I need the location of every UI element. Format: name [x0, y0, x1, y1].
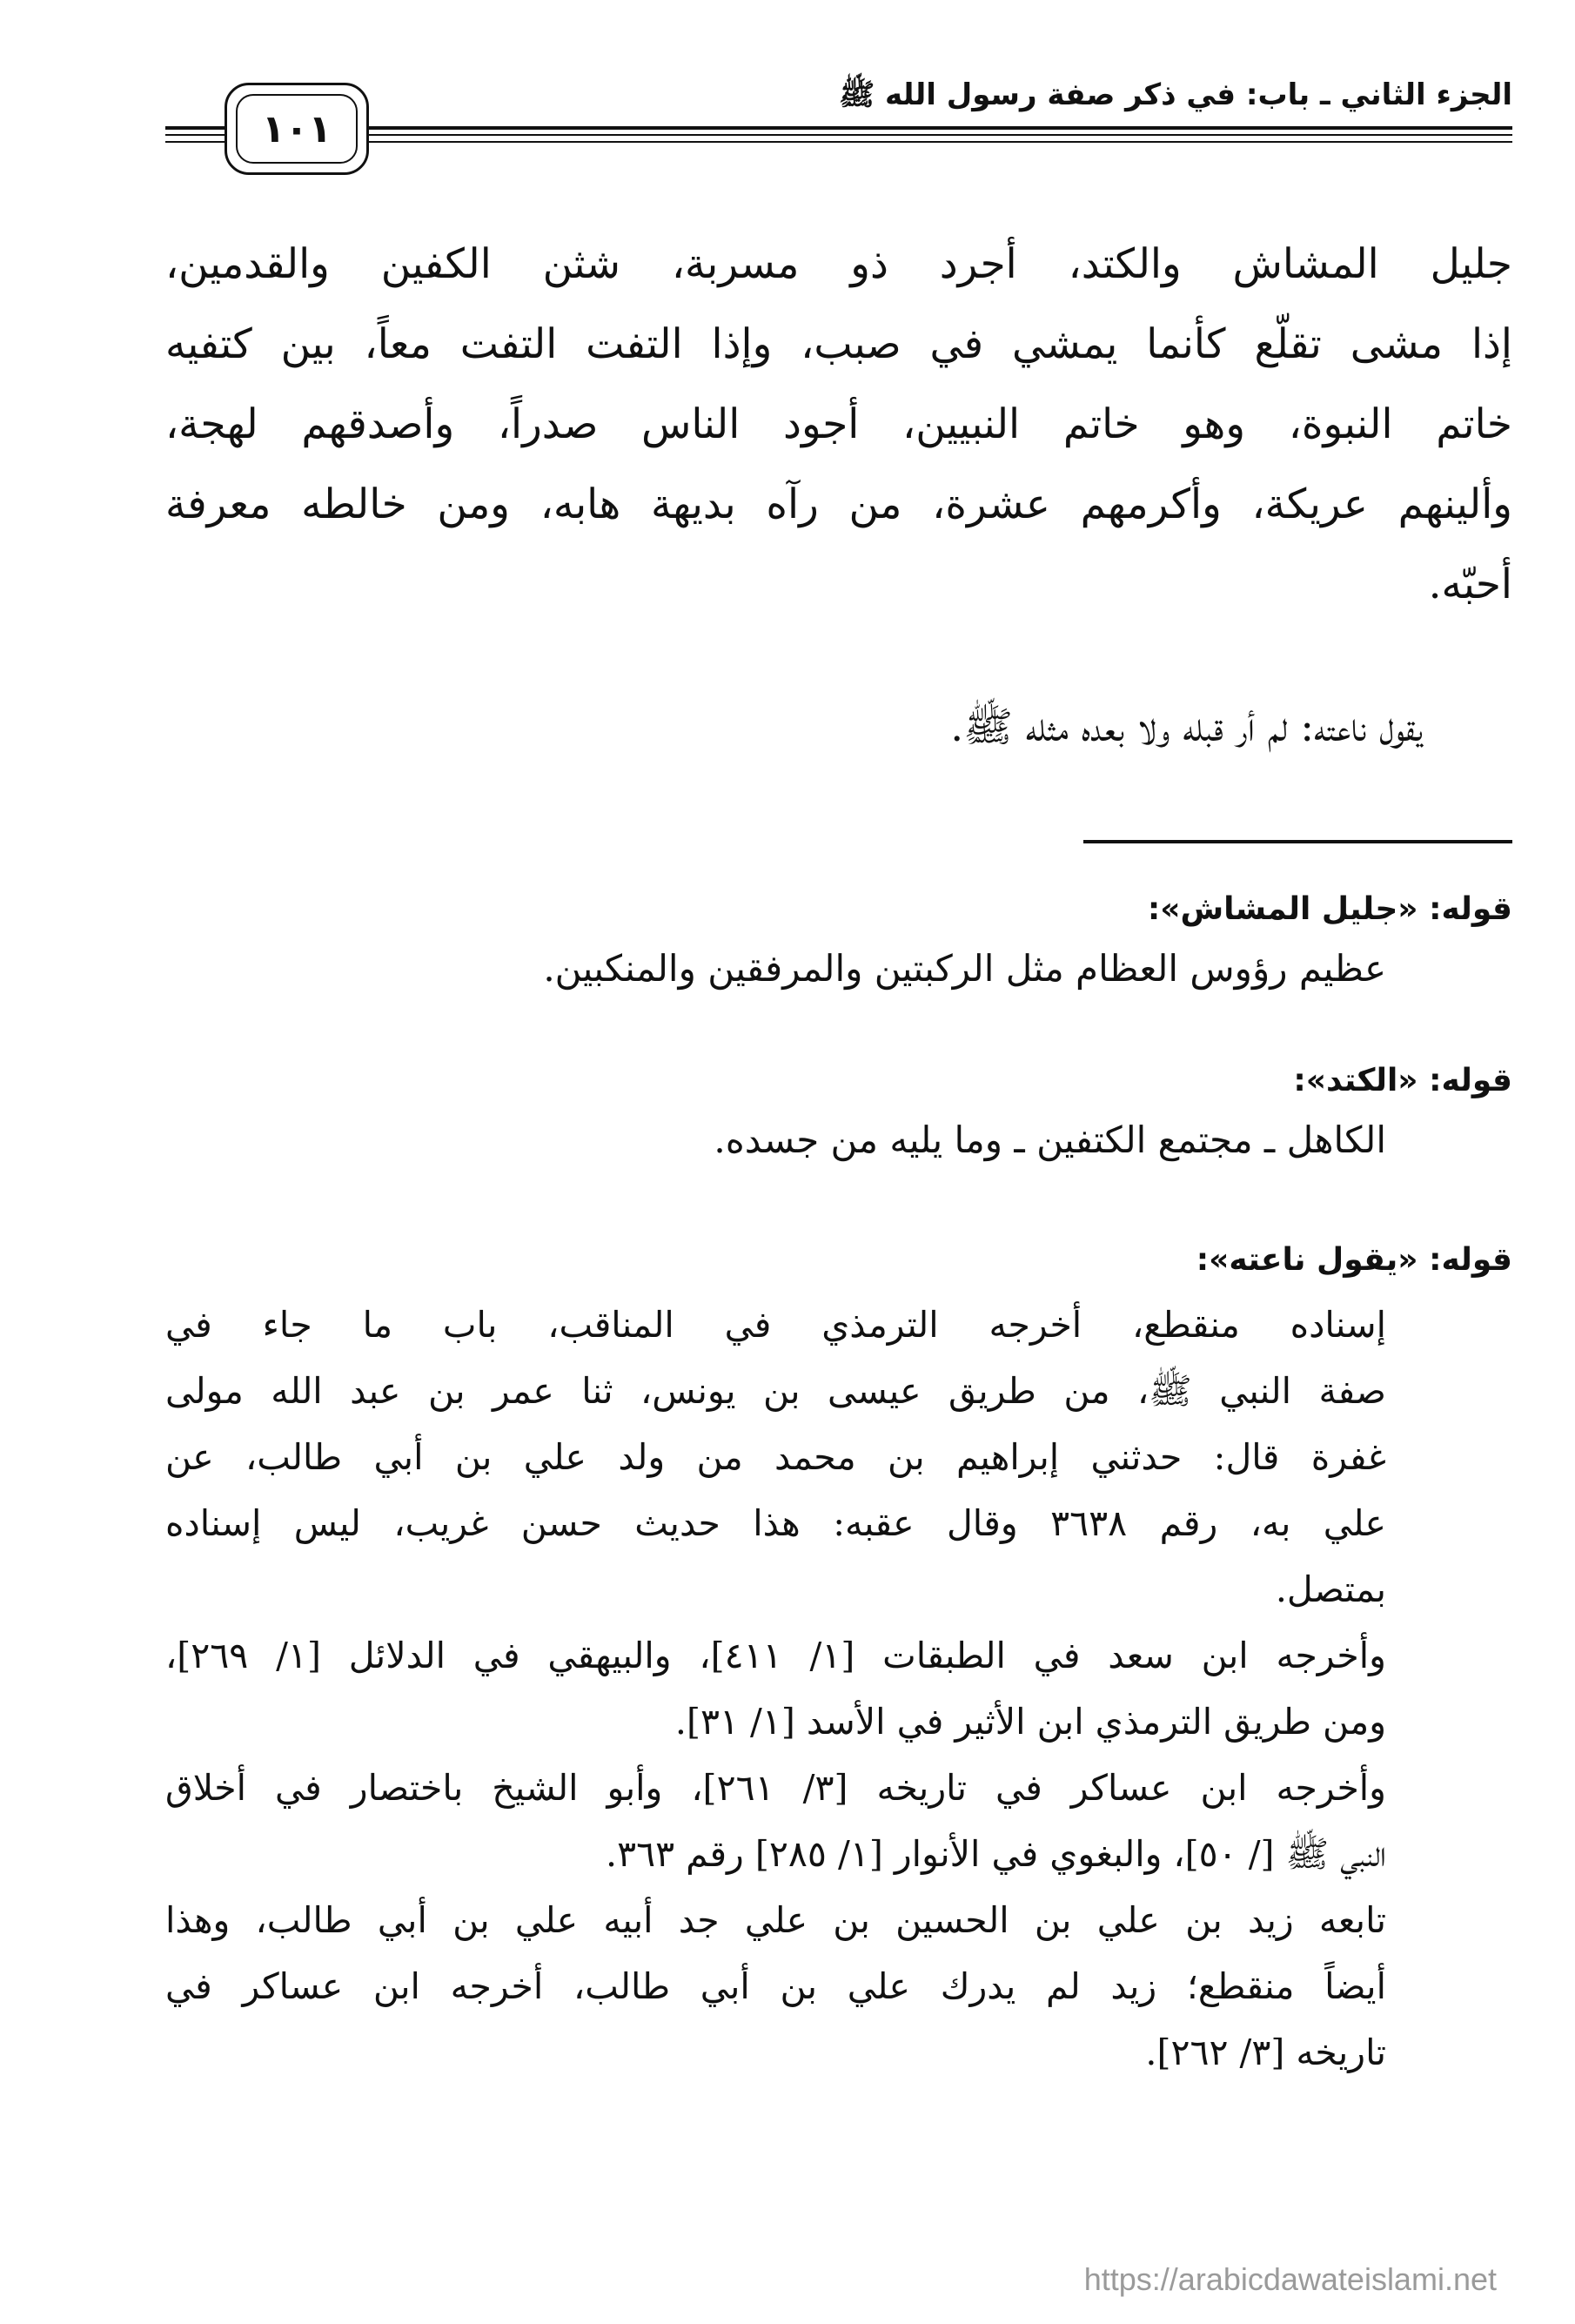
footnote-heading	[165, 883, 1512, 936]
footnote-separator	[1083, 840, 1512, 843]
footnote-quote: «جليل المشاش»:	[1147, 891, 1418, 927]
footnote-line: ومن طريق الترمذي ابن الأثير في الأسد [١/ ٣١].	[674, 1701, 1386, 1743]
footnote-label: قوله:	[1429, 891, 1512, 927]
footnote-line: النبي ﷺ [/ ٥٠]، والبغوي في الأنوار [١/ ٢٨٥] رقم ٣٦٣.	[606, 1833, 1386, 1875]
main-line: وألينهم عريكة، وأكرمهم عشرة، من رآه بديهة هابه، ومن خالطه معرفة	[165, 480, 1512, 528]
footnote-label: قوله:	[1429, 1242, 1512, 1278]
footnote-line: تابعه زيد بن علي بن الحسين بن علي جد أبيه علي بن أبي طالب، وهذا	[165, 1899, 1386, 1941]
main-line: خاتم النبوة، وهو خاتم النبيين، أجود الناس صدراً، وأصدقهم لهجة،	[165, 400, 1512, 448]
footnote-text: عظيم رؤوس العظام مثل الركبتين والمرفقين والمنكبين.	[543, 947, 1386, 990]
footnote-paragraph	[165, 1292, 1512, 1622]
main-line: جليل المشاش والكتد، أجرد ذو مسربة، شثن الكفين والقدمين،	[165, 240, 1512, 288]
footnote-line: وأخرجه ابن عساكر في تاريخه [٣/ ٢٦١]، وأبو الشيخ باختصار في أخلاق	[165, 1767, 1386, 1809]
footnote-line: أيضاً منقطع؛ زيد لم يدرك علي بن أبي طالب، أخرجه ابن عساكر في	[165, 1965, 1386, 2007]
footnote-line: علي به، رقم ٣٦٣٨ وقال عقبه: هذا حديث حسن غريب، ليس إسناده	[165, 1502, 1386, 1544]
footnote-paragraph	[165, 1887, 1512, 2086]
page-number-frame	[225, 83, 369, 175]
footnote-line: غفرة قال: حدثني إبراهيم بن محمد من ولد علي بن أبي طالب، عن	[165, 1436, 1386, 1478]
footnote-line: صفة النبي ﷺ، من طريق عيسى بن يونس، ثنا عمر بن عبد الله مولى	[165, 1370, 1386, 1412]
main-text	[165, 225, 1512, 625]
footnote	[165, 1055, 1512, 1173]
footnote-text: الكاهل ـ مجتمع الكتفين ـ وما يليه من جسده.	[714, 1118, 1386, 1161]
main-line: أحبّه.	[1428, 561, 1512, 608]
watermark-url: https://arabicdawateislami.net	[1083, 2261, 1497, 2297]
footnote-heading	[165, 1234, 1512, 1286]
running-header: الجزء الثاني ـ باب: في ذكر صفة رسول الله ﷺ	[839, 77, 1512, 112]
footnote	[165, 883, 1512, 1002]
footnote-line: إسناده منقطع، أخرجه الترمذي في المناقب، باب ما جاء في	[165, 1304, 1386, 1346]
saying-line: يقول ناعته: لم أر قبله ولا بعده مثله ﷺ.	[950, 703, 1423, 751]
footnote	[165, 1234, 1512, 2086]
main-line: إذا مشى تقلّع كأنما يمشي في صبب، وإذا التفت التفت معاً، بين كتفيه	[165, 320, 1512, 368]
footnote-paragraph	[165, 1622, 1512, 1755]
page-number: ١٠١	[236, 94, 358, 164]
footnote-line: وأخرجه ابن سعد في الطبقات [١/ ٤١١]، والبيهقي في الدلائل [١/ ٢٦٩]،	[165, 1635, 1386, 1676]
footnote-label: قوله:	[1429, 1063, 1512, 1098]
footnote-line: تاريخه [٣/ ٢٦٢].	[1145, 2032, 1386, 2073]
footnote-quote: «يقول ناعته»:	[1196, 1242, 1418, 1278]
footnote-paragraph	[165, 1755, 1512, 1887]
footnote-line: بمتصل.	[1275, 1568, 1386, 1610]
footnote-heading	[165, 1055, 1512, 1107]
footnote-quote: «الكتد»:	[1293, 1063, 1418, 1098]
